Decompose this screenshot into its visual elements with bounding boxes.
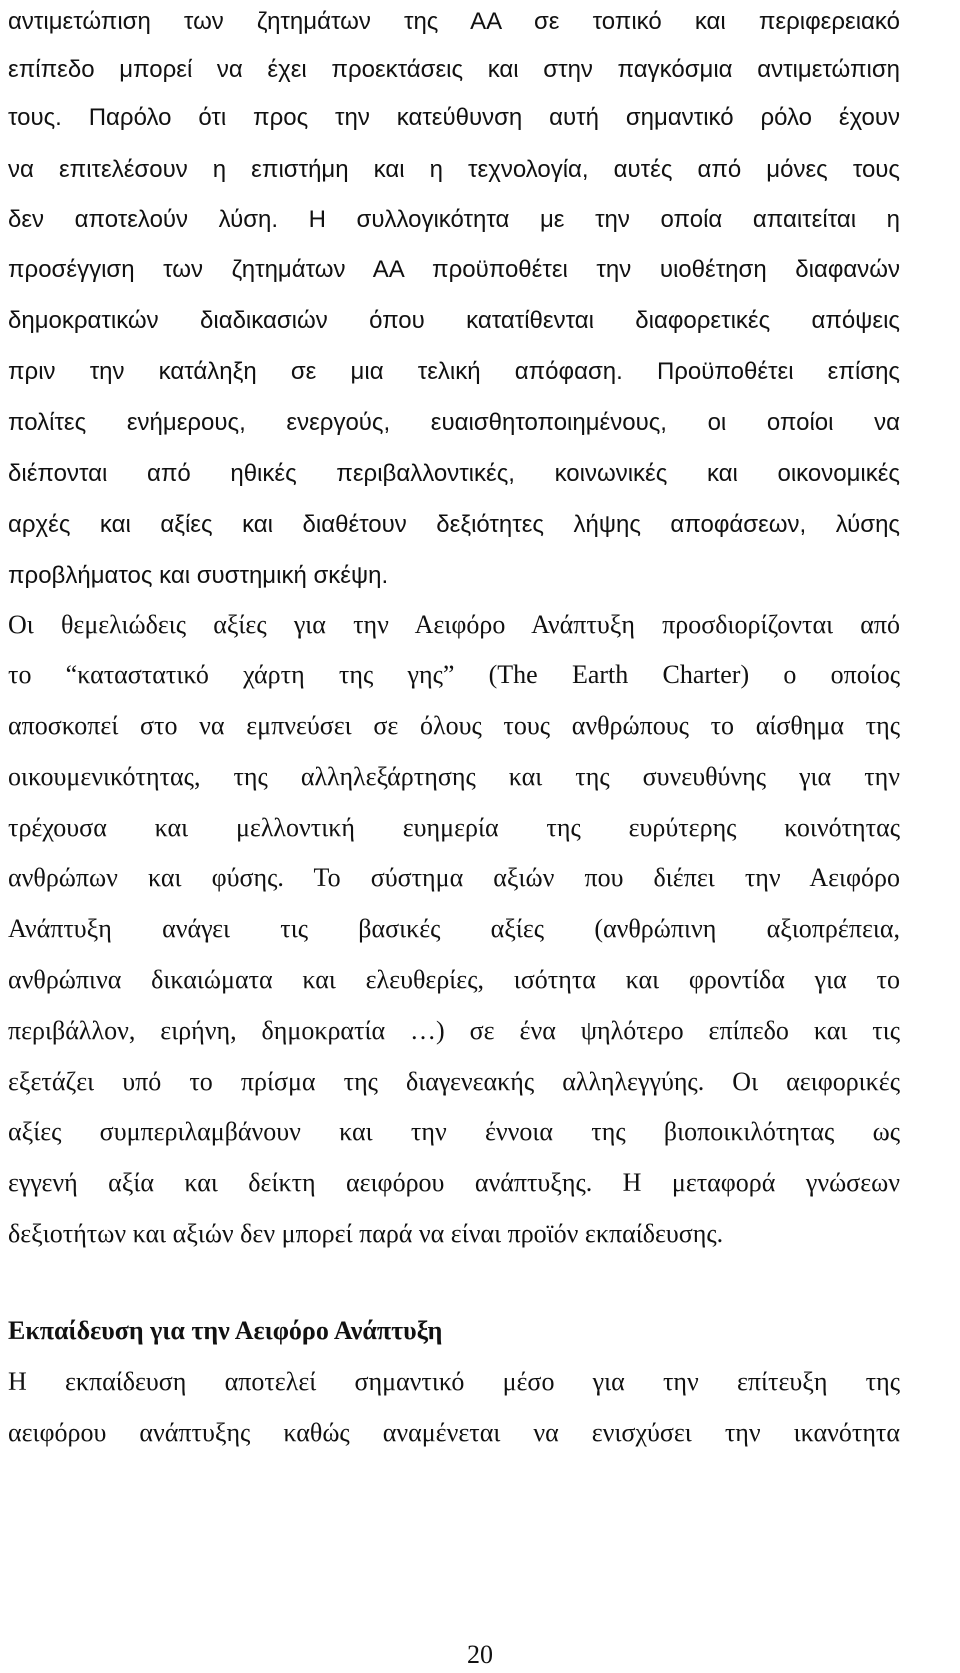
paragraph-2-line: τρέχουσα και μελλοντική ευημερία της ευρύτερης κοινότητας	[8, 813, 900, 842]
paragraph-1-line: δεν αποτελούν λύση. Η συλλογικότητα με την οποία απαιτείται η	[8, 206, 900, 233]
paragraph-2-line: αξίες συμπεριλαμβάνουν και την έννοια της βιοποικιλότητας ως	[8, 1117, 900, 1146]
paragraph-2-line: εγγενή αξία και δείκτη αειφόρου ανάπτυξης. Η μεταφορά γνώσεων	[8, 1168, 900, 1197]
paragraph-2-line: περιβάλλον, ειρήνη, δημοκρατία …) σε ένα ψηλότερο επίπεδο και τις	[8, 1016, 900, 1045]
paragraph-2-line: εξετάζει υπό το πρίσμα της διαγενεακής αλληλεγγύης. Οι αειφορικές	[8, 1067, 900, 1096]
page-number: 20	[467, 1640, 493, 1669]
paragraph-2-line: ανθρώπινα δικαιώματα και ελευθερίες, ισότητα και φροντίδα για το	[8, 965, 900, 994]
paragraph-1-line: πριν την κατάληξη σε μια τελική απόφαση. Προϋποθέτει επίσης	[8, 358, 900, 385]
section-heading: Εκπαίδευση για την Αειφόρο Ανάπτυξη	[8, 1316, 443, 1345]
paragraph-1-line: τους. Παρόλο ότι προς την κατεύθυνση αυτή σημαντικό ρόλο έχουν	[8, 104, 900, 131]
paragraph-1-line: αντιμετώπιση των ζητημάτων της ΑΑ σε τοπικό και περιφερειακό	[8, 8, 900, 35]
paragraph-1-line: πολίτες ενήμερους, ενεργούς, ευαισθητοποιημένους, οι οποίοι να	[8, 409, 900, 436]
paragraph-1-line: διέπονται από ηθικές περιβαλλοντικές, κοινωνικές και οικονομικές	[8, 460, 900, 487]
paragraph-2-line: αποσκοπεί στο να εμπνεύσει σε όλους τους ανθρώπους το αίσθημα της	[8, 711, 900, 740]
paragraph-2-line: το “καταστατικό χάρτη της γης” (The Earth Charter) ο οποίος	[8, 660, 900, 689]
paragraph-2-line: Ανάπτυξη ανάγει τις βασικές αξίες (ανθρώπινη αξιοπρέπεια,	[8, 914, 900, 943]
paragraph-1-line: αρχές και αξίες και διαθέτουν δεξιότητες λήψης αποφάσεων, λύσης	[8, 511, 900, 538]
paragraph-2-line: δεξιοτήτων και αξιών δεν μπορεί παρά να είναι προϊόν εκπαίδευσης.	[8, 1219, 724, 1248]
paragraph-3-line: αειφόρου ανάπτυξης καθώς αναμένεται να ενισχύσει την ικανότητα	[8, 1418, 900, 1447]
paragraph-3-line: Η εκπαίδευση αποτελεί σημαντικό μέσο για την επίτευξη της	[8, 1367, 900, 1396]
paragraph-2-line: ανθρώπων και φύσης. Το σύστημα αξιών που διέπει την Αειφόρο	[8, 863, 900, 892]
paragraph-1-line: να επιτελέσουν η επιστήμη και η τεχνολογία, αυτές από μόνες τους	[8, 156, 900, 183]
paragraph-1-line: προσέγγιση των ζητημάτων ΑΑ προϋποθέτει την υιοθέτηση διαφανών	[8, 256, 900, 283]
paragraph-1-line: προβλήματος και συστημική σκέψη.	[8, 562, 389, 589]
paragraph-2-line: Οι θεμελιώδεις αξίες για την Αειφόρο Ανάπτυξη προσδιορίζονται από	[8, 610, 900, 639]
paragraph-1-line: επίπεδο μπορεί να έχει προεκτάσεις και στην παγκόσμια αντιμετώπιση	[8, 56, 900, 83]
paragraph-1-line: δημοκρατικών διαδικασιών όπου κατατίθενται διαφορετικές απόψεις	[8, 307, 900, 334]
paragraph-2-line: οικουμενικότητας, της αλληλεξάρτησης και της συνευθύνης για την	[8, 762, 900, 791]
